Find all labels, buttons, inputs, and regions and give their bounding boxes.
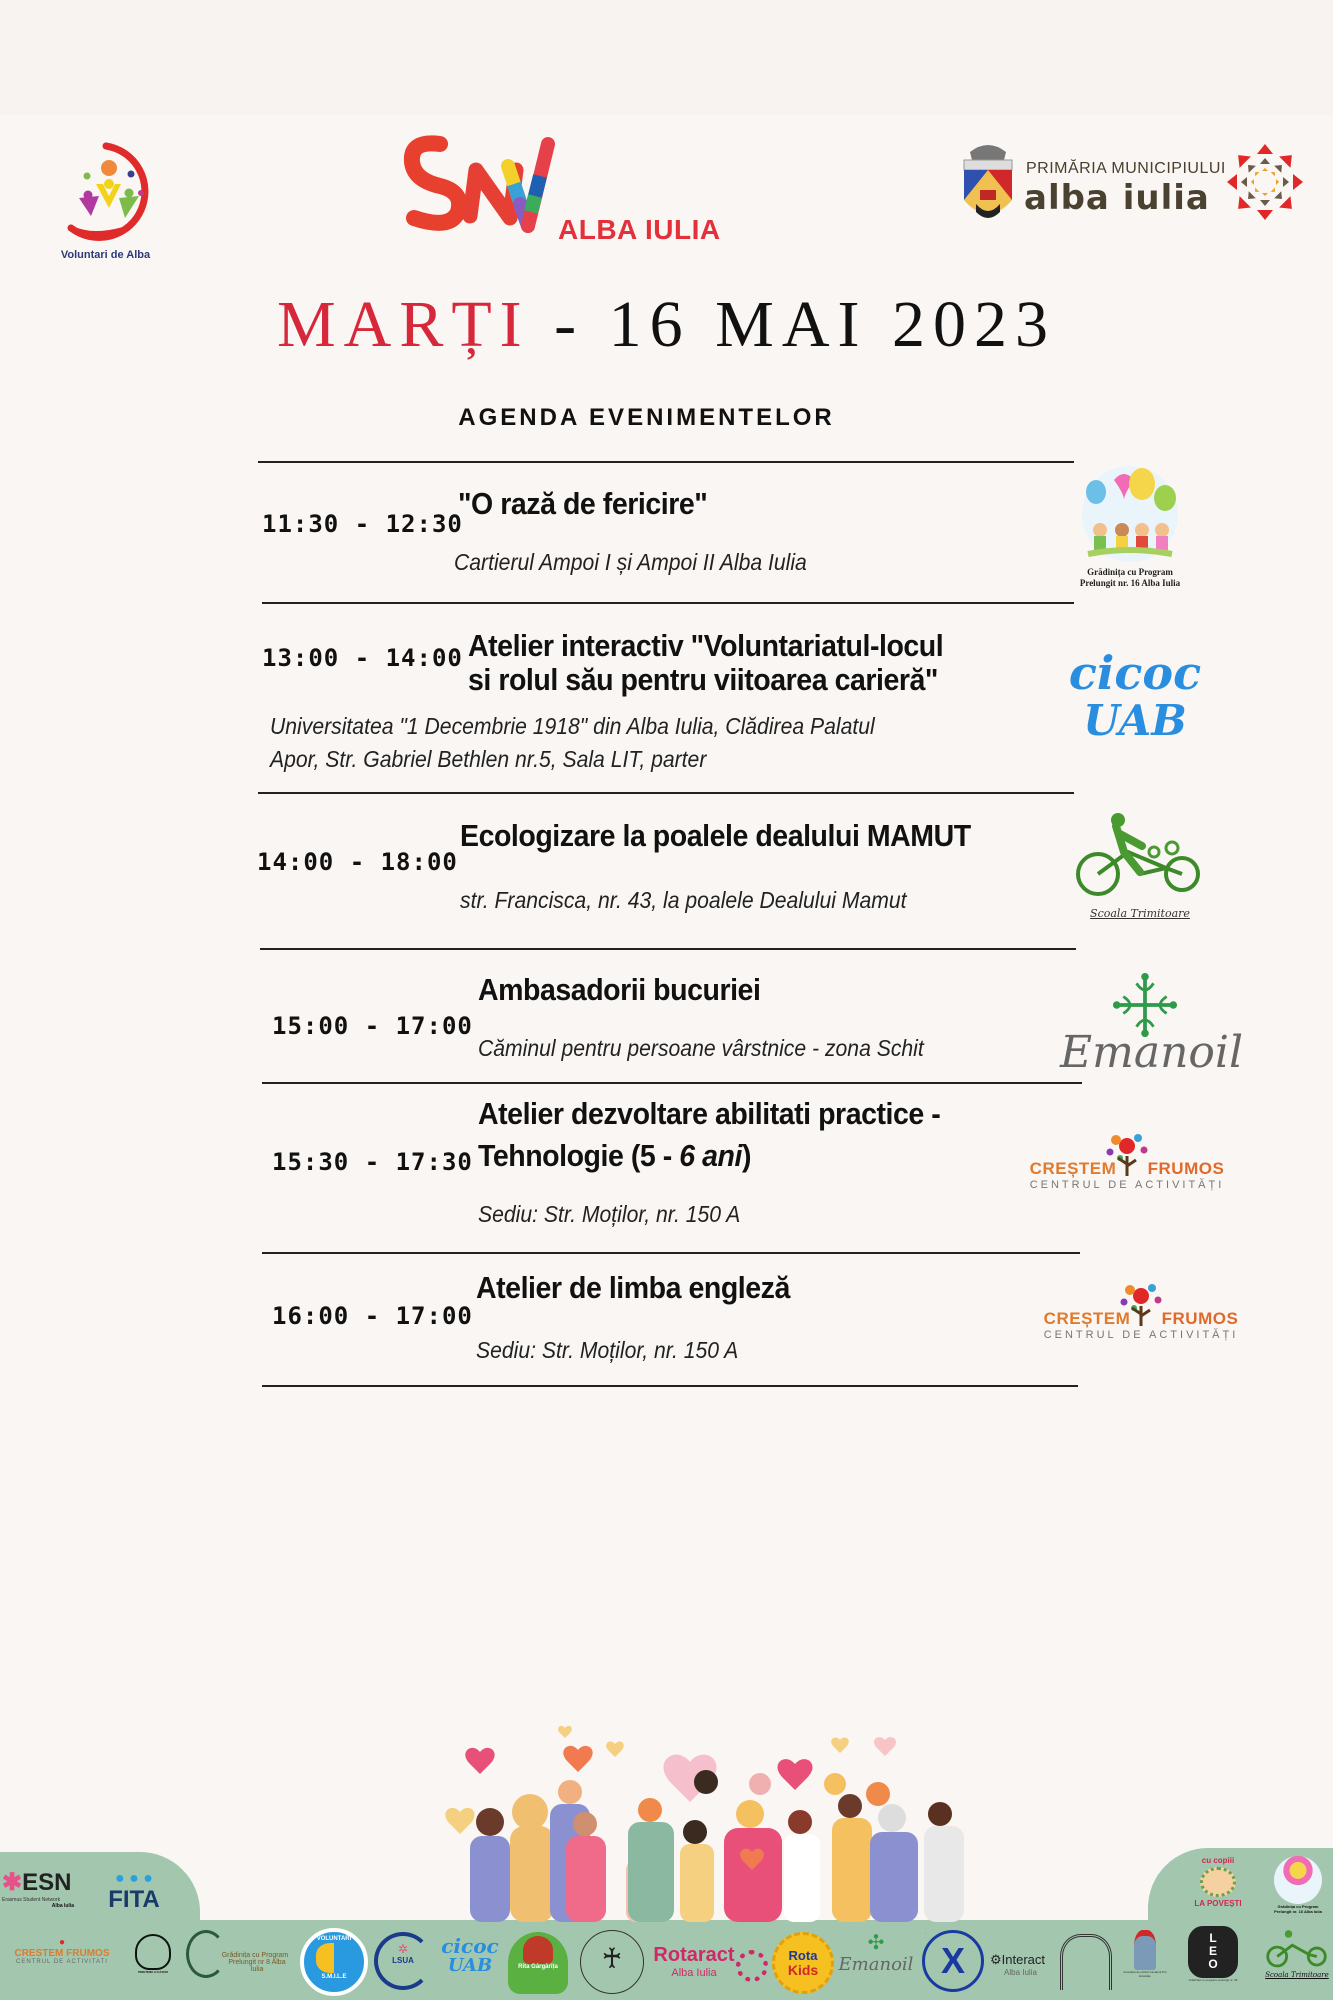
agenda-heading-text: AGENDA EVENIMENTELOR	[458, 404, 835, 431]
knight-icon	[1134, 1930, 1156, 1970]
la-povesti-text: LA POVEȘTI	[1194, 1899, 1242, 1908]
event-location: Cartierul Ampoi I și Ampoi II Alba Iulia	[454, 549, 807, 575]
title-day: MARȚI	[277, 288, 530, 361]
frumos-word: FRUMOS	[1147, 1159, 1225, 1178]
esn-text: ESN	[22, 1869, 72, 1896]
leo-lions-icon	[1188, 1926, 1238, 1978]
event-title-line2: si rolul său pentru viitoarea carieră"	[468, 662, 938, 697]
gradinita-16-small-l2: Prelungit nr. 16 Alba Iulia	[1274, 1909, 1322, 1914]
rotakids-kids: Kids	[787, 1962, 819, 1978]
esn-name	[2, 1868, 82, 1897]
robot-text	[925, 1933, 926, 1934]
people-celebration-illustration	[430, 1722, 1040, 1922]
cicoc-small-text: cicoc	[441, 1934, 499, 1958]
event-location: Sediu: Str. Moților, nr. 150 A	[476, 1337, 739, 1363]
fita-logo	[104, 1872, 164, 1914]
tandem-bicycle-icon	[1070, 812, 1210, 902]
green-cross-icon: ✣	[867, 1932, 885, 1954]
esn-logo	[2, 1868, 82, 1909]
star-emblem-icon	[1225, 142, 1305, 222]
event-title-line1: Atelier dezvoltare abilitati practice -	[478, 1096, 941, 1131]
azor-text: PRIETENII LUI AZOR	[138, 1970, 168, 1974]
rotakids-logo	[772, 1932, 834, 1994]
event-title: Atelier de limba engleză	[476, 1270, 790, 1305]
coat-of-arms-icon	[960, 138, 1016, 228]
scoala-trimitoare-caption: Scoala Trimitoare	[1090, 907, 1190, 920]
dog-hand-icon	[135, 1934, 171, 1970]
uab-text: UAB	[1083, 696, 1187, 745]
ladybug-icon	[523, 1936, 553, 1964]
esn-star-icon: ✱	[2, 1869, 23, 1896]
event-title: "O rază de fericire"	[458, 486, 708, 521]
primaria-alba-iulia-logo	[960, 138, 1320, 228]
event-title-line2	[478, 1136, 751, 1176]
gradinita-16-small-logo	[1266, 1856, 1330, 1914]
gimnastica-text	[581, 1931, 582, 1932]
gradinita-16-small-l1: Grădinița cu Program	[1277, 1904, 1319, 1909]
crestem-frumos-logo	[1022, 1132, 1232, 1191]
smile-bottom-text: S.M.I.L.E	[321, 1974, 347, 1980]
page-title	[0, 287, 1333, 363]
crestem-frumos-logo	[1036, 1282, 1246, 1341]
snv-alba-iulia-logo	[400, 130, 740, 245]
cicoc-uab-small-logo	[440, 1936, 500, 1976]
partner-caption-line1: Grădinița cu Program	[1087, 567, 1173, 577]
event-location: Sediu: Str. Moților, nr. 150 A	[478, 1201, 741, 1227]
leo-text: LEO	[1208, 1931, 1218, 1971]
team-robot-xeo-logo	[922, 1930, 984, 1992]
event-time: 15:30 - 17:30	[272, 1148, 473, 1176]
crestem-frumos-subtitle: CENTRUL DE ACTIVITĂȚI	[1043, 1329, 1239, 1341]
agenda-heading	[0, 404, 1333, 432]
voluntari-de-alba-logo	[48, 138, 163, 261]
interact-text	[990, 1952, 1062, 1968]
event-time: 14:00 - 18:00	[257, 848, 458, 876]
frumos-word: FRUMOS	[1161, 1309, 1239, 1328]
smile-top-text: VOLUNTARI	[316, 1936, 352, 1942]
emanoil-logo	[1060, 972, 1244, 1078]
crestem-frumos-small-logo	[0, 1938, 124, 1965]
snv-city-name: ALBA IULIA	[558, 214, 721, 245]
crestem-frumos-small-name	[0, 1948, 124, 1959]
cicoc-text: cicoc	[1068, 646, 1202, 700]
top-band	[0, 0, 1333, 115]
gradinita-36-text: Grădinița cu program prelungit nr. 36	[1188, 1978, 1238, 1982]
emanoil-small-text: Emanoil	[838, 1954, 914, 1975]
lsua-logo	[374, 1932, 432, 1990]
partner-caption-line2: Prelungit nr. 16 Alba Iulia	[1079, 578, 1181, 588]
rita-text: Rita Gărgărița	[518, 1964, 558, 1970]
prietenii-lui-azor-logo	[130, 1934, 176, 1974]
robot-x-icon: X	[940, 1940, 965, 1981]
lsua-figures-icon: ✲	[397, 1942, 409, 1956]
event-location: str. Francisca, nr. 43, la poalele Dealului Mamut	[460, 887, 907, 913]
rotaract-text: Rotaract	[653, 1944, 735, 1966]
cu-copiii-text: cu copiii	[1201, 1856, 1235, 1865]
divider	[262, 1385, 1078, 1387]
voluntari-de-alba-caption: Voluntari de Alba	[60, 249, 151, 261]
interact-city: Alba Iulia	[1004, 1968, 1037, 1977]
fita-people-icon: ● ● ●	[115, 1870, 153, 1887]
balloons-children-icon	[1070, 462, 1190, 562]
crestem-frumos-subtitle: CENTRUL DE ACTIVITĂȚI	[1029, 1179, 1225, 1191]
voluntari-smile-logo	[300, 1928, 368, 1996]
divider	[260, 948, 1076, 950]
divider	[258, 461, 1074, 463]
tree-child-icon	[186, 1930, 226, 1978]
book-children-icon	[1200, 1867, 1236, 1897]
uab-small-text: UAB	[447, 1955, 493, 1976]
cu-copiii-la-povesti-logo	[1188, 1856, 1248, 1908]
rotary-wheel-icon	[736, 1950, 768, 1982]
interact-wheel-icon: ⚙	[990, 1952, 1002, 1967]
gradinita-8-l2: Prelungit nr 8 Alba Iulia	[228, 1959, 286, 1973]
fita-text: FITA	[108, 1886, 160, 1913]
event-location-line2: Apor, Str. Gabriel Bethlen nr.5, Sala LIT, parter	[270, 746, 707, 772]
crestem-word: CREȘTEM	[1043, 1309, 1131, 1328]
emanoil-text: Emanoil	[1060, 1027, 1244, 1078]
event-title-line1: Atelier interactiv "Voluntariatul-locul	[468, 628, 944, 663]
event-time: 16:00 - 17:00	[272, 1302, 473, 1330]
event-title: Ambasadorii bucuriei	[478, 972, 761, 1007]
gradinita-16-logo	[1070, 462, 1190, 589]
esn-sub1: Erasmus Student Network	[2, 1897, 61, 1903]
event-time: 15:00 - 17:00	[272, 1012, 473, 1040]
rita-gargarita-logo	[508, 1932, 568, 1994]
event-title: Ecologizare la poalele dealului MAMUT	[460, 818, 971, 853]
event-title-plain: Tehnologie (5 -	[478, 1138, 680, 1173]
divider	[258, 792, 1074, 794]
lsua-text: LSUA	[392, 1956, 414, 1965]
rotakids-rota: Rota	[788, 1948, 818, 1963]
primaria-city: alba iulia	[1024, 178, 1210, 218]
crestem-frumos-name	[1022, 1159, 1232, 1179]
event-location-line1: Universitatea "1 Decembrie 1918" din Alba Iulia, Clădirea Palatul	[270, 713, 875, 739]
title-date: - 16 MAI 2023	[529, 288, 1056, 361]
esn-sub2: Alba Iulia	[51, 1903, 74, 1909]
cavaleri-text: Asociația de părinți Cavalerii Pro Educație	[1123, 1970, 1167, 1978]
volunteers-circle-icon	[51, 138, 161, 248]
colorful-tree-icon: ●	[58, 1937, 66, 1948]
rotaract-logo	[650, 1944, 738, 1979]
crestem-small-b: FRUMOS	[66, 1948, 110, 1959]
crestem-frumos-small-sub: CENTRUL DE ACTIVITATI	[16, 1959, 108, 1965]
cavaleri-pro-educatie-logo	[1120, 1930, 1170, 1978]
event-time: 11:30 - 12:30	[262, 510, 463, 538]
crestem-frumos-name	[1036, 1309, 1246, 1329]
acs-alexandra-pavel-logo	[580, 1930, 644, 1994]
rotaract-city: Alba Iulia	[671, 1967, 717, 1979]
gate-monument-icon	[1060, 1934, 1112, 1990]
scoala-trimitoare-logo	[1070, 812, 1210, 920]
gradinita-8-logo	[186, 1930, 292, 1973]
scoala-trimitoare-small-logo	[1262, 1930, 1332, 1979]
balloons-children-icon	[1274, 1856, 1322, 1904]
event-time: 13:00 - 14:00	[262, 644, 463, 672]
divider	[262, 1252, 1080, 1254]
event-location: Căminul pentru persoane vârstnice - zona Schit	[478, 1035, 924, 1061]
emanoil-small-logo	[836, 1932, 916, 1975]
faces-icon	[316, 1943, 352, 1973]
cicoc-uab-logo	[1060, 648, 1210, 744]
people-group-icon	[470, 1770, 964, 1922]
divider	[262, 602, 1074, 604]
event-title-end: )	[741, 1138, 751, 1173]
gradinita-8-l1: Grădinița cu Program	[221, 1952, 289, 1959]
gymnast-icon: ♰	[601, 1943, 623, 1974]
event-title-italic: 6 ani	[679, 1138, 742, 1173]
interact-logo	[990, 1952, 1062, 1977]
crestem-small-a: CRESTEM	[14, 1948, 64, 1959]
tandem-bicycle-icon	[1264, 1930, 1330, 1968]
divider	[262, 1082, 1082, 1084]
scoala-small-text: Scoala Trimitoare	[1265, 1971, 1329, 1979]
primaria-label: PRIMĂRIA MUNICIPIULUI	[1026, 160, 1226, 177]
interact-name: Interact	[1001, 1952, 1046, 1967]
crestem-word: CREȘTEM	[1029, 1159, 1117, 1178]
leo-gradinita-36-logo	[1178, 1926, 1248, 1982]
